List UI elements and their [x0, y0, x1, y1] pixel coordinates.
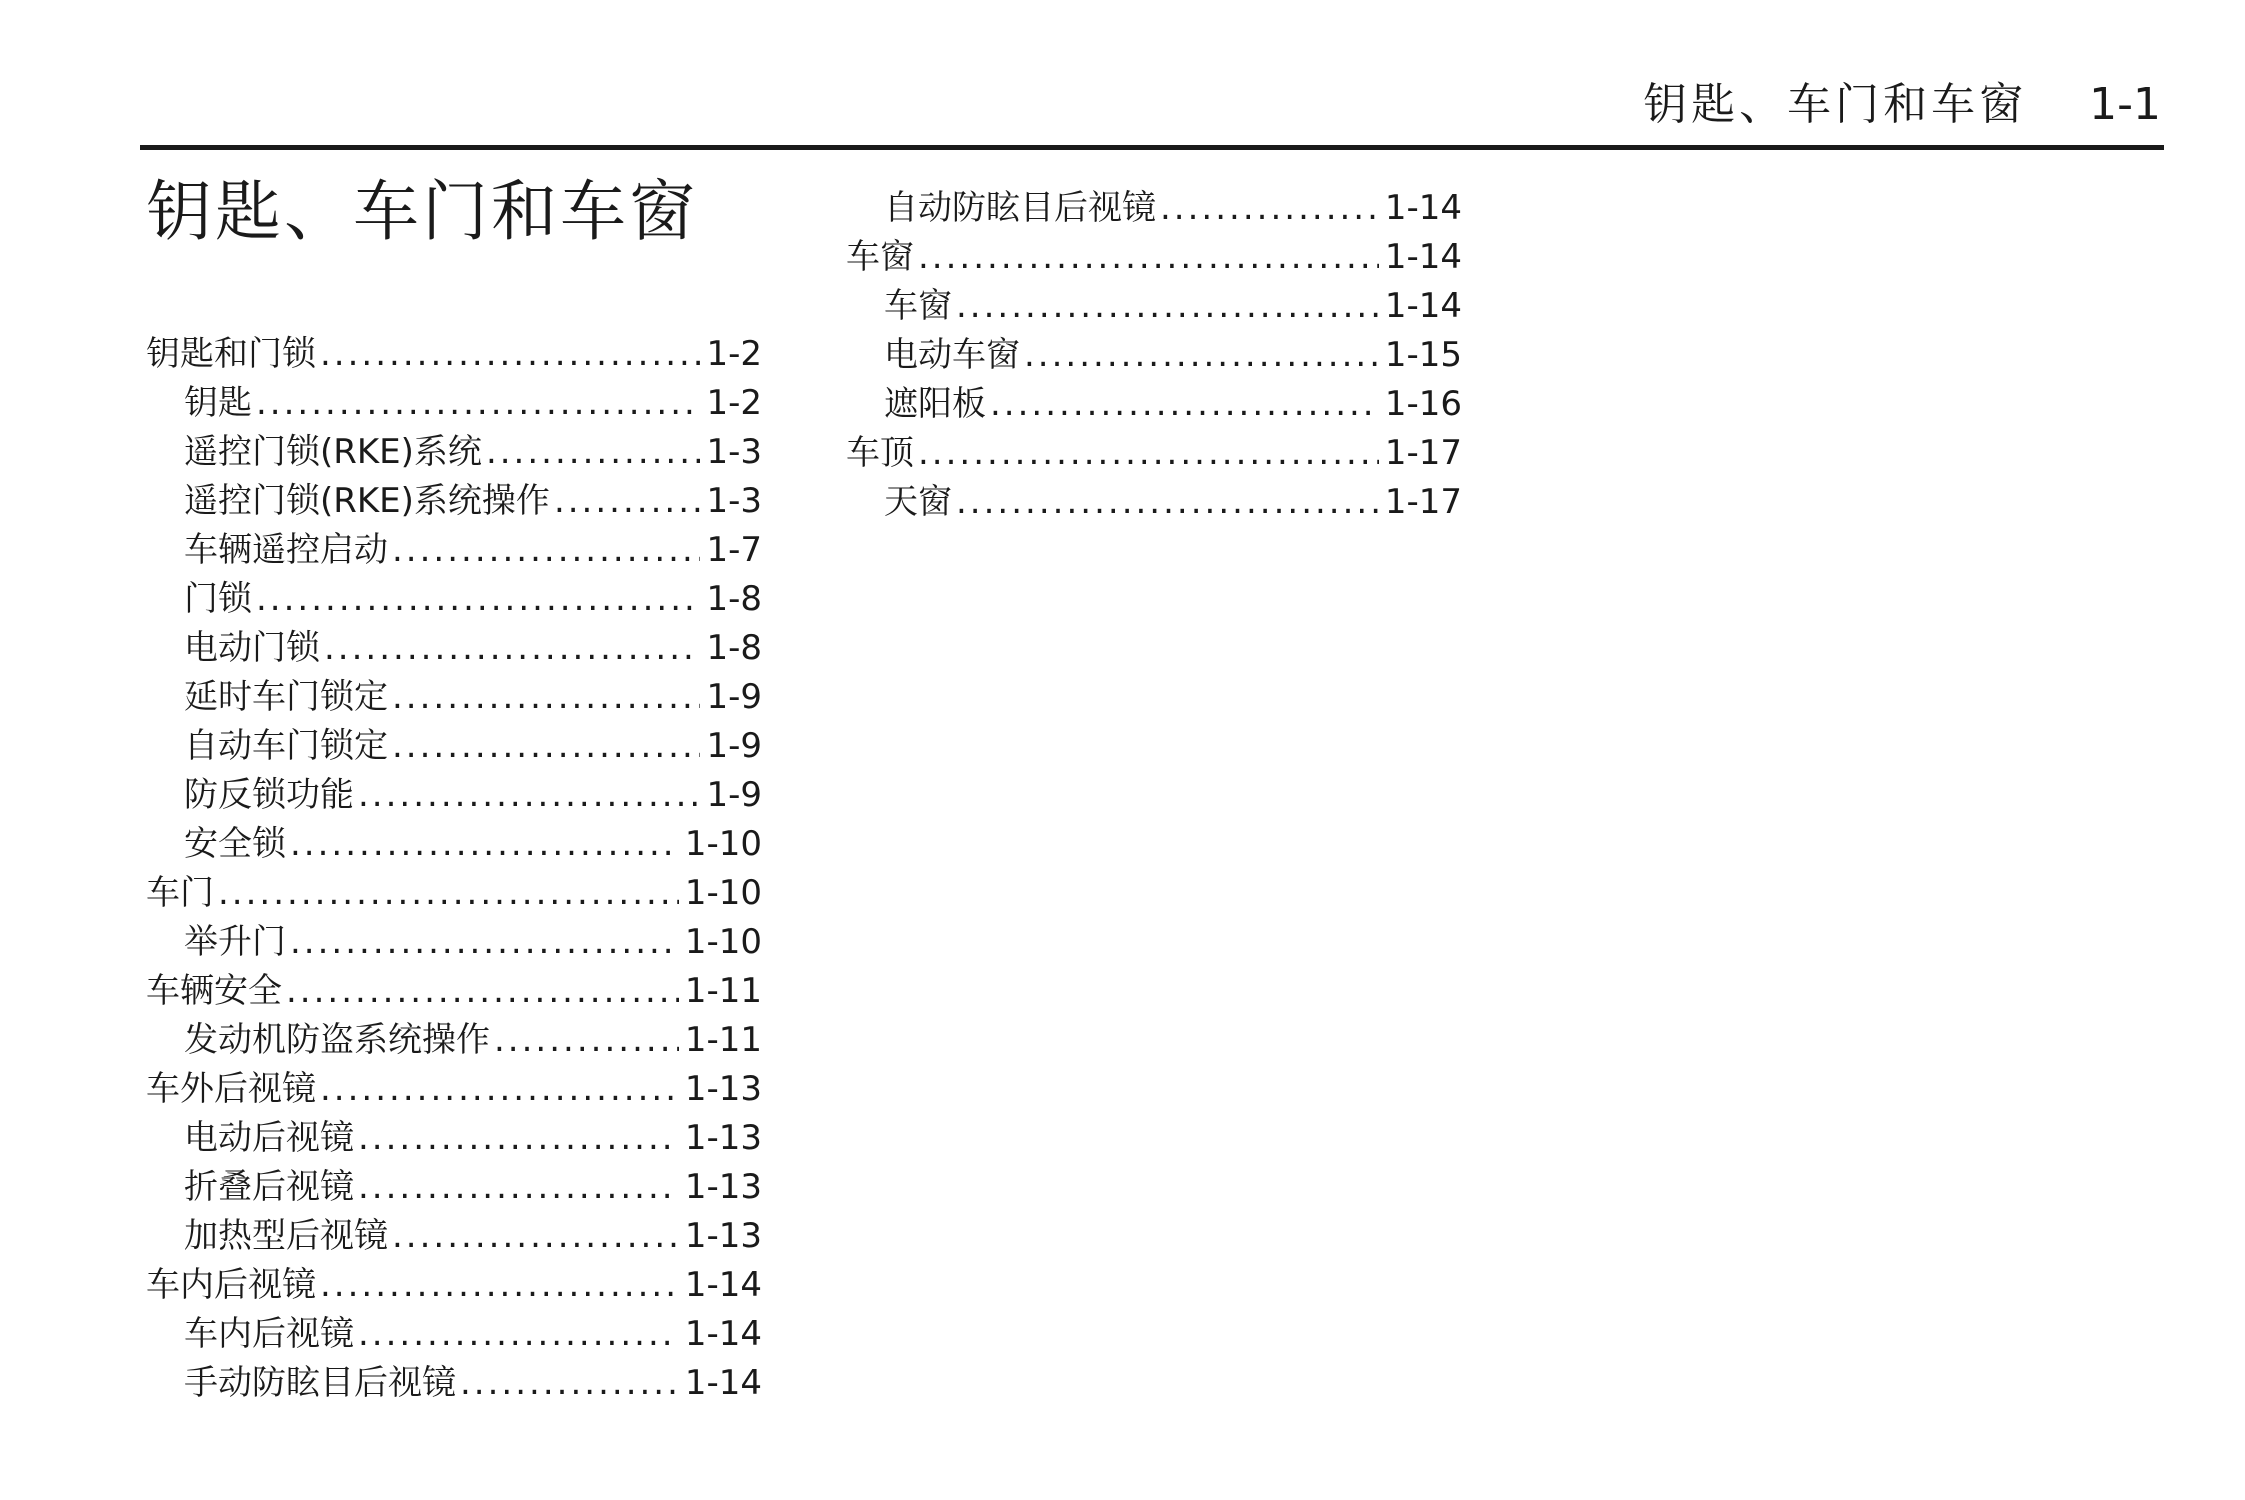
toc-entry-label: 电动车窗: [884, 335, 1020, 375]
toc-dot-leader: [358, 1163, 679, 1212]
toc-entry[interactable]: [146, 477, 762, 526]
toc-entry-page-number: 1-14: [684, 1363, 762, 1403]
toc-entry-label: 车外后视镜: [146, 1069, 316, 1109]
toc-column-left: [146, 330, 762, 1408]
toc-dot-leader: [494, 1016, 679, 1065]
toc-entry[interactable]: [146, 722, 762, 771]
toc-entry-label: 自动车门锁定: [184, 726, 388, 766]
toc-entry[interactable]: [846, 184, 1462, 233]
toc-dot-leader: [1024, 331, 1379, 380]
toc-entry-page-number: 1-10: [684, 873, 762, 913]
toc-entry-page-number: 1-14: [1384, 188, 1462, 228]
toc-entry-page-number: 1-15: [1384, 335, 1462, 375]
toc-entry-page-number: 1-10: [684, 824, 762, 864]
toc-entry[interactable]: [146, 1359, 762, 1408]
toc-entry-page-number: 1-9: [706, 775, 762, 815]
toc-dot-leader: [956, 478, 1379, 527]
toc-entry[interactable]: [846, 429, 1462, 478]
toc-entry-page-number: 1-14: [1384, 237, 1462, 277]
toc-entry[interactable]: [146, 1212, 762, 1261]
toc-entry[interactable]: [146, 820, 762, 869]
toc-entry-label: 加热型后视镜: [184, 1216, 388, 1256]
toc-entry-label: 安全锁: [184, 824, 286, 864]
toc-entry[interactable]: [846, 380, 1462, 429]
header-rule: [140, 145, 2164, 150]
toc-entry-label: 手动防眩目后视镜: [184, 1363, 456, 1403]
chapter-title: 钥匙、车门和车窗: [146, 173, 698, 250]
toc-entry[interactable]: [146, 1261, 762, 1310]
toc-entry[interactable]: [146, 526, 762, 575]
toc-dot-leader: [358, 771, 700, 820]
toc-dot-leader: [290, 918, 679, 967]
toc-dot-leader: [320, 1261, 679, 1310]
toc-entry-label: 车内后视镜: [184, 1314, 354, 1354]
toc-entry[interactable]: [146, 673, 762, 722]
toc-entry-label: 举升门: [184, 922, 286, 962]
toc-entry-label: 发动机防盗系统操作: [184, 1020, 490, 1060]
toc-entry-label: 车窗: [884, 286, 952, 326]
toc-dot-leader: [460, 1359, 679, 1408]
toc-entry[interactable]: [146, 1114, 762, 1163]
toc-entry[interactable]: [146, 771, 762, 820]
toc-dot-leader: [956, 282, 1379, 331]
toc-dot-leader: [392, 1212, 679, 1261]
toc-dot-leader: [286, 967, 679, 1016]
toc-entry[interactable]: [146, 379, 762, 428]
toc-entry-label: 钥匙: [184, 383, 252, 423]
toc-entry-page-number: 1-13: [684, 1167, 762, 1207]
toc-entry-page-number: 1-2: [706, 334, 762, 374]
toc-entry-label: 天窗: [884, 482, 952, 522]
toc-entry[interactable]: [846, 282, 1462, 331]
running-header-title: 钥匙、车门和车窗: [1643, 79, 2028, 130]
toc-dot-leader: [392, 673, 700, 722]
toc-dot-leader: [990, 380, 1379, 429]
toc-entry[interactable]: [846, 478, 1462, 527]
toc-dot-leader: [324, 624, 700, 673]
toc-entry-label: 车顶: [846, 433, 914, 473]
toc-entry-label: 车辆遥控启动: [184, 530, 388, 570]
toc-entry-page-number: 1-3: [706, 481, 762, 521]
running-header-page-number: 1-1: [2089, 79, 2161, 130]
toc-entry-label: 钥匙和门锁: [146, 334, 316, 374]
toc-entry[interactable]: [846, 331, 1462, 380]
toc-entry-page-number: 1-14: [684, 1265, 762, 1305]
toc-entry-page-number: 1-14: [684, 1314, 762, 1354]
toc-entry-label: 电动后视镜: [184, 1118, 354, 1158]
toc-dot-leader: [392, 722, 700, 771]
toc-entry-page-number: 1-14: [1384, 286, 1462, 326]
toc-entry[interactable]: [146, 1163, 762, 1212]
toc-entry[interactable]: [846, 233, 1462, 282]
toc-entry-page-number: 1-11: [684, 1020, 762, 1060]
toc-entry-label: 防反锁功能: [184, 775, 354, 815]
toc-entry-page-number: 1-9: [706, 726, 762, 766]
toc-dot-leader: [554, 477, 701, 526]
toc-entry-page-number: 1-8: [706, 579, 762, 619]
toc-entry[interactable]: [146, 918, 762, 967]
toc-entry[interactable]: [146, 575, 762, 624]
toc-entry-label: 车辆安全: [146, 971, 282, 1011]
toc-dot-leader: [320, 330, 700, 379]
toc-entry-label: 车窗: [846, 237, 914, 277]
toc-entry[interactable]: [146, 428, 762, 477]
toc-dot-leader: [290, 820, 679, 869]
toc-entry-page-number: 1-3: [706, 432, 762, 472]
toc-entry[interactable]: [146, 967, 762, 1016]
toc-entry-label: 自动防眩目后视镜: [884, 188, 1156, 228]
toc-dot-leader: [358, 1310, 679, 1359]
toc-entry-page-number: 1-13: [684, 1216, 762, 1256]
toc-entry-label: 遮阳板: [884, 384, 986, 424]
toc-entry-label: 门锁: [184, 579, 252, 619]
toc-entry-label: 电动门锁: [184, 628, 320, 668]
toc-dot-leader: [392, 526, 700, 575]
toc-entry-label: 车门: [146, 873, 214, 913]
toc-entry-page-number: 1-17: [1384, 482, 1462, 522]
toc-entry-page-number: 1-10: [684, 922, 762, 962]
toc-dot-leader: [256, 575, 700, 624]
toc-dot-leader: [918, 429, 1379, 478]
toc-dot-leader: [1160, 184, 1379, 233]
toc-entry[interactable]: [146, 330, 762, 379]
toc-entry-page-number: 1-8: [706, 628, 762, 668]
toc-entry[interactable]: [146, 1065, 762, 1114]
toc-entry-page-number: 1-16: [1384, 384, 1462, 424]
toc-column-right: [846, 184, 1462, 527]
toc-entry-label: 延时车门锁定: [184, 677, 388, 717]
toc-entry-page-number: 1-13: [684, 1069, 762, 1109]
toc-dot-leader: [486, 428, 701, 477]
toc-entry[interactable]: [146, 624, 762, 673]
toc-entry-label: 遥控门锁(RKE)系统操作: [184, 481, 550, 521]
toc-dot-leader: [218, 869, 679, 918]
toc-entry-page-number: 1-11: [684, 971, 762, 1011]
running-header: [1643, 80, 2161, 130]
toc-entry-page-number: 1-9: [706, 677, 762, 717]
toc-entry-page-number: 1-17: [1384, 433, 1462, 473]
toc-entry[interactable]: [146, 1310, 762, 1359]
toc-dot-leader: [918, 233, 1379, 282]
toc-entry-label: 遥控门锁(RKE)系统: [184, 432, 482, 472]
toc-entry-page-number: 1-13: [684, 1118, 762, 1158]
toc-entry[interactable]: [146, 1016, 762, 1065]
toc-entry-page-number: 1-2: [706, 383, 762, 423]
toc-entry-page-number: 1-7: [706, 530, 762, 570]
toc-dot-leader: [256, 379, 700, 428]
toc-dot-leader: [320, 1065, 679, 1114]
toc-entry-label: 车内后视镜: [146, 1265, 316, 1305]
toc-entry[interactable]: [146, 869, 762, 918]
toc-entry-label: 折叠后视镜: [184, 1167, 354, 1207]
toc-dot-leader: [358, 1114, 679, 1163]
